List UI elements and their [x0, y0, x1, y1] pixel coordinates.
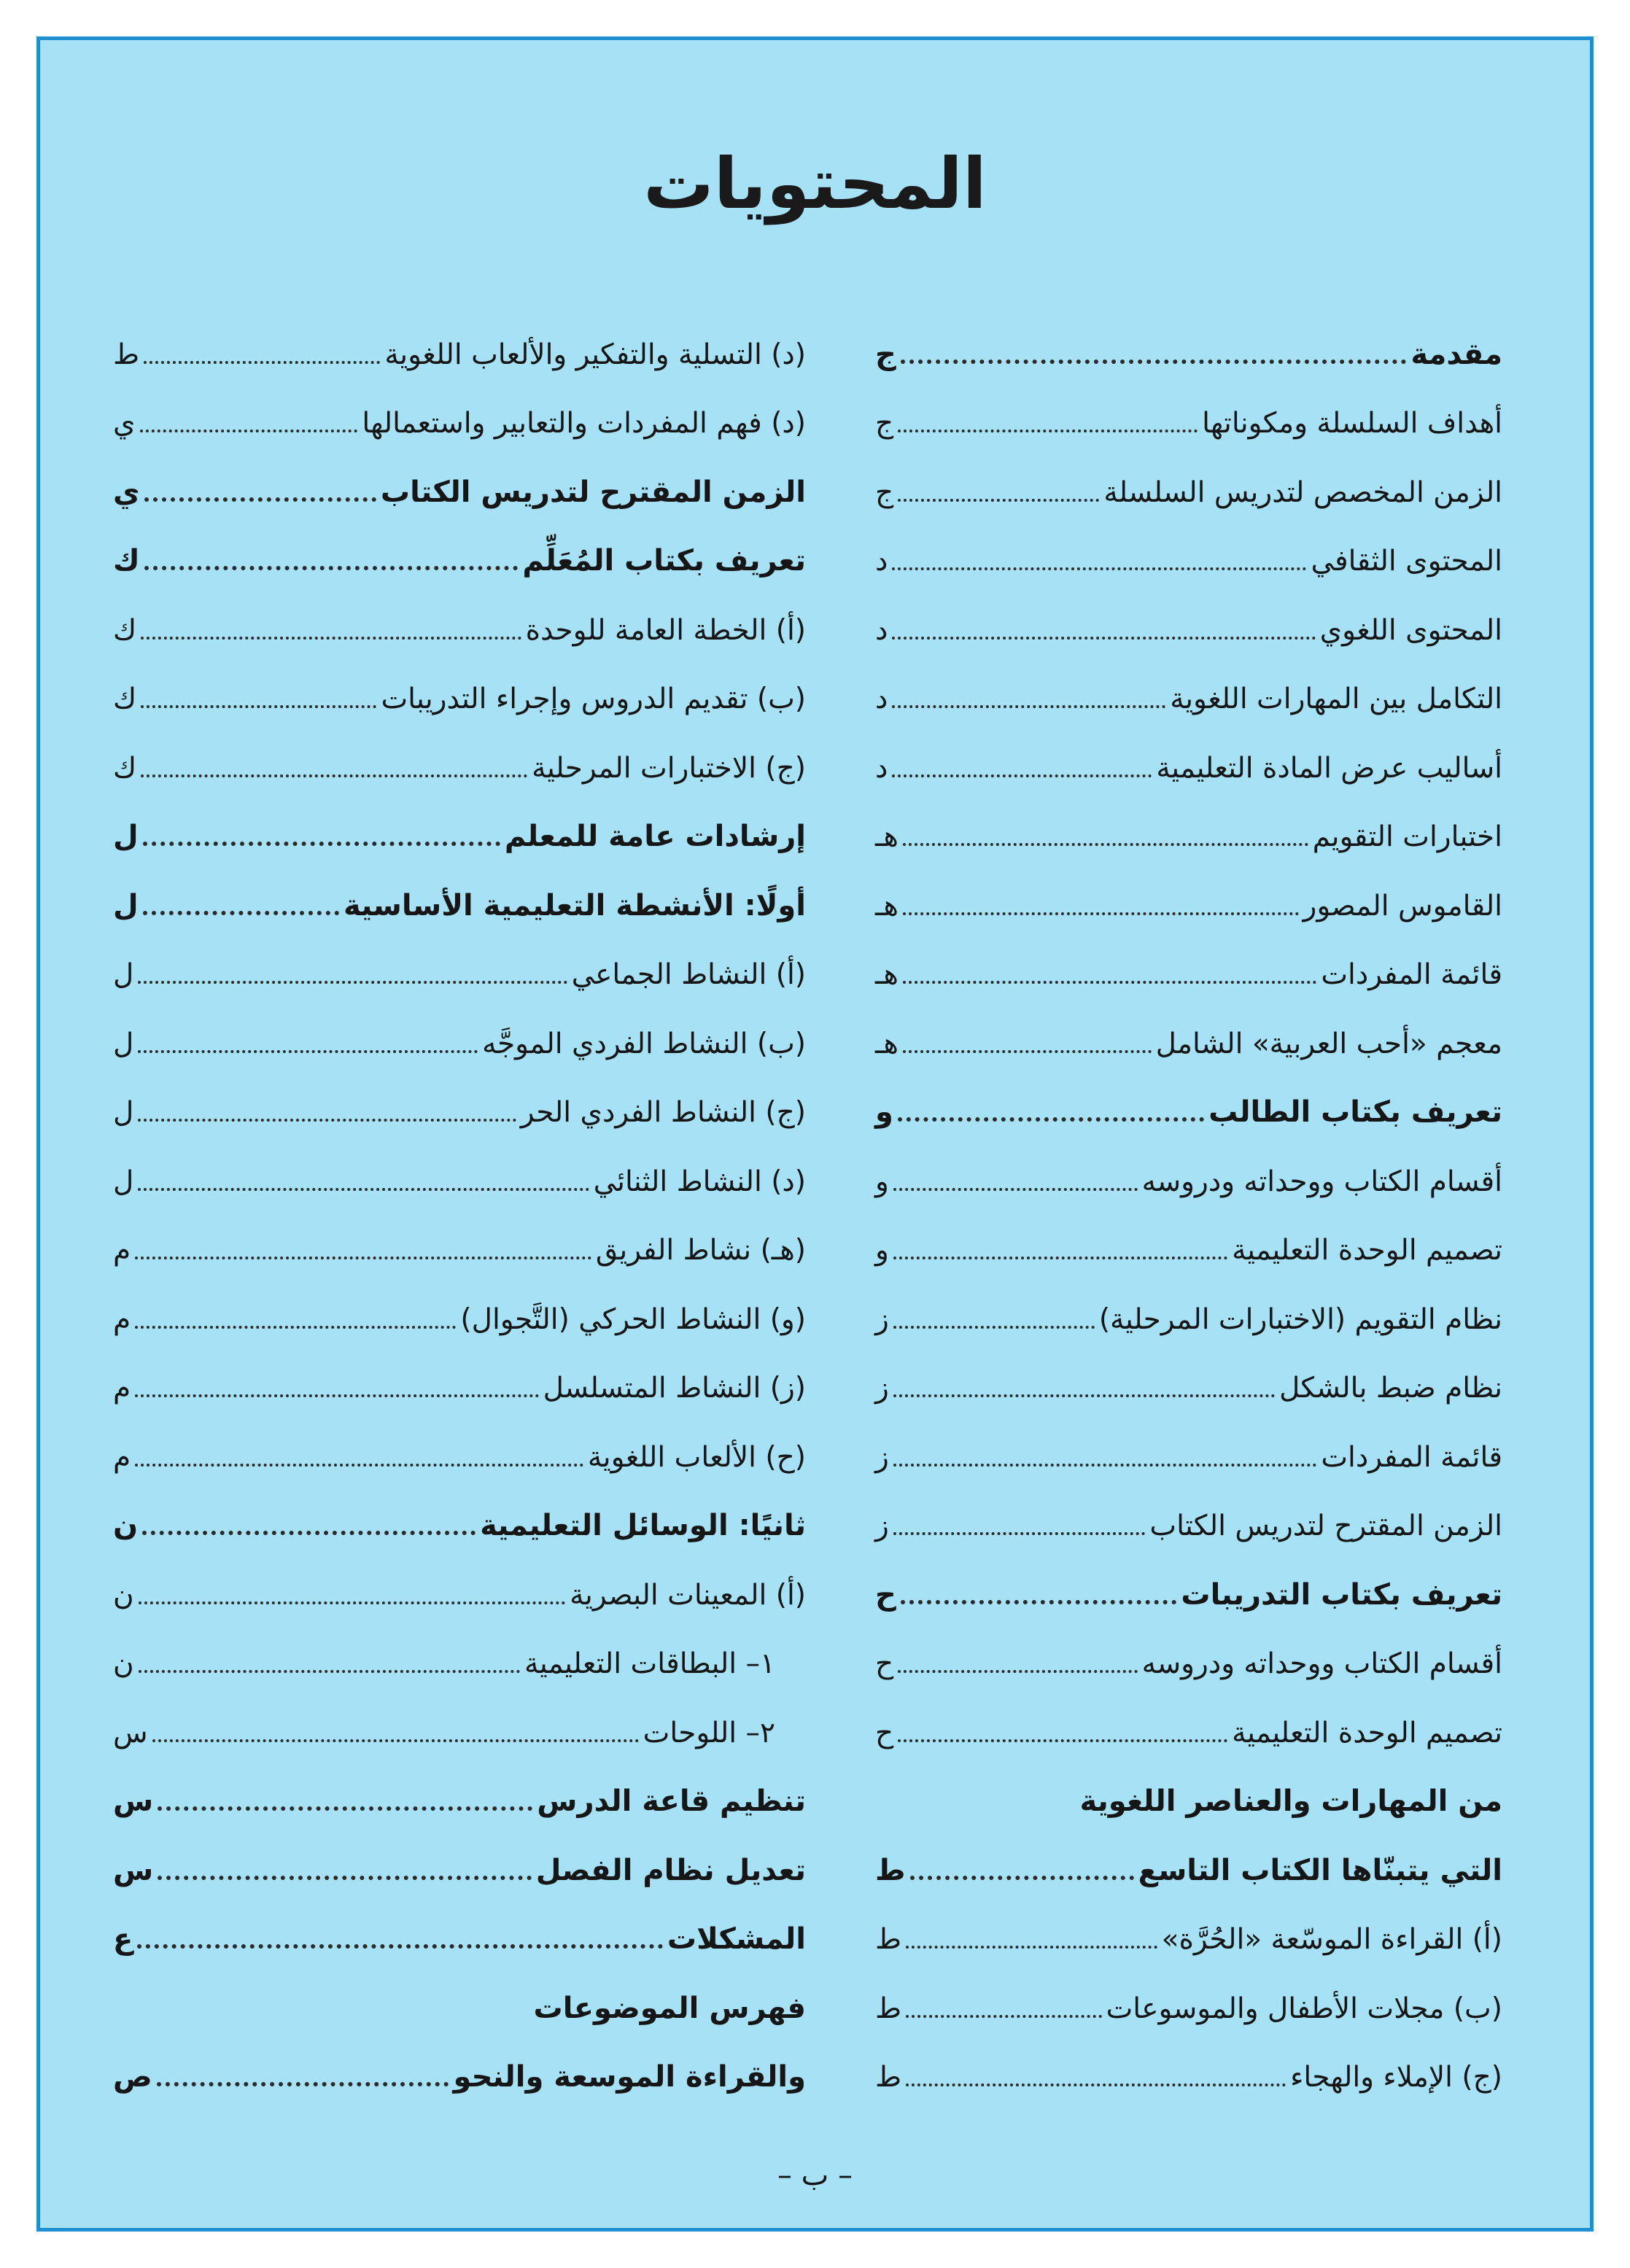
- toc-entry-label: تعديل نظام الفصل: [535, 1853, 806, 1887]
- toc-entry-label: الزمن المقترح لتدريس الكتاب: [1149, 1510, 1502, 1542]
- toc-entry: [113, 2030, 806, 2099]
- toc-entry: [113, 995, 806, 1065]
- toc-entry-page: و: [875, 1234, 889, 1267]
- toc-entry: [113, 858, 806, 927]
- dot-leader: [906, 1946, 1157, 1949]
- toc-entry-label: (د) فهم المفردات والتعابير واستعمالها: [362, 407, 806, 440]
- toc-entry: [875, 376, 1502, 445]
- toc-entry-label: أقسام الكتاب ووحداته ودروسه: [1141, 1647, 1502, 1680]
- dot-leader: [901, 360, 1406, 364]
- toc-entry: [113, 1478, 806, 1547]
- toc-entry-page: هـ: [875, 820, 899, 853]
- toc-entry-page: ط: [875, 1992, 902, 2025]
- toc-entry-label: (ج) الاختبارات المرحلية: [532, 751, 806, 785]
- toc-entry-label: (أ) المعينات البصرية: [570, 1578, 806, 1612]
- toc-entry: [875, 1616, 1502, 1685]
- toc-entry: [113, 1133, 806, 1203]
- toc-entry-page: ل: [113, 820, 139, 853]
- toc-entry: [113, 1547, 806, 1616]
- toc-entry: [875, 1547, 1502, 1616]
- dot-leader: [892, 774, 1152, 777]
- toc-entry-label: قائمة المفردات: [1321, 958, 1502, 991]
- dot-leader: [898, 430, 1198, 432]
- toc-entry-label: تعريف بكتاب التدريبات: [1181, 1577, 1502, 1612]
- toc-entry-label: (ب) النشاط الفردي الموجَّه: [482, 1027, 806, 1060]
- toc-entry-page: ل: [113, 888, 139, 923]
- dot-leader: [898, 1117, 1204, 1122]
- toc-entry-label: أهداف السلسلة ومكوناتها: [1202, 407, 1502, 440]
- toc-entry-page: ط: [113, 338, 140, 371]
- toc-entry-page: ع: [113, 1922, 133, 1956]
- toc-entry-page: س: [113, 1716, 148, 1749]
- toc-entry-label: من المهارات والعناصر اللغوية: [1079, 1785, 1502, 1818]
- toc-entry-label: المحتوى الثقافي: [1311, 545, 1502, 578]
- toc-entry-label: (د) النشاط الثنائي: [593, 1165, 806, 1198]
- dot-leader: [893, 1394, 1275, 1397]
- toc-entry: [113, 1409, 806, 1478]
- toc-entry: [875, 1409, 1502, 1478]
- toc-entry: [113, 789, 806, 858]
- toc-entry-label: (أ) الخطة العامة للوحدة: [525, 613, 806, 647]
- dot-leader: [893, 1464, 1316, 1467]
- toc-entry-page: ك: [113, 613, 137, 647]
- toc-entry-page: ك: [113, 751, 137, 785]
- toc-entry-label: التكامل بين المهارات اللغوية: [1170, 683, 1502, 715]
- toc-entry-page: د: [875, 545, 888, 578]
- toc-entry-page: ن: [113, 1578, 134, 1612]
- toc-entry-page: ل: [113, 1165, 134, 1198]
- toc-entry-page: م: [113, 1372, 131, 1405]
- toc-entry-label: معجم «أحب العربية» الشامل: [1155, 1027, 1502, 1060]
- toc-entry-label: المشكلات: [667, 1922, 806, 1956]
- toc-entry-page: ن: [113, 1509, 139, 1542]
- toc-entry-label: (أ) النشاط الجماعي: [571, 958, 806, 991]
- toc-entry-label: تصميم الوحدة التعليمية: [1232, 1234, 1502, 1267]
- dot-leader: [143, 842, 500, 846]
- dot-leader: [893, 1257, 1227, 1259]
- toc-entry: [113, 720, 806, 789]
- dot-leader: [141, 705, 376, 708]
- toc-entry-page: ن: [113, 1647, 134, 1680]
- toc-entry-label: تعريف بكتاب الطالب: [1208, 1095, 1502, 1129]
- toc-entry: [875, 1340, 1502, 1410]
- dot-leader: [898, 499, 1099, 502]
- dot-leader: [158, 1806, 532, 1811]
- toc-entry: [875, 2030, 1502, 2099]
- toc-entry-label: (ز) النشاط المتسلسل: [543, 1372, 806, 1405]
- toc-entry: [113, 1271, 806, 1340]
- toc-entry-label: إرشادات عامة للمعلم: [504, 820, 806, 853]
- toc-entry-page: ز: [875, 1302, 889, 1336]
- toc-entry: [113, 1685, 806, 1754]
- toc-entry-label: (ح) الألعاب اللغوية: [587, 1440, 806, 1474]
- toc-entry: [113, 376, 806, 445]
- toc-entry-label: والقراءة الموسعة والنحو: [453, 2060, 806, 2094]
- toc-entry: [875, 1203, 1502, 1272]
- dot-leader: [135, 1394, 538, 1397]
- toc-entry-label: (ب) تقديم الدروس وإجراء التدريبات: [381, 683, 806, 715]
- dot-leader: [893, 1188, 1138, 1191]
- toc-entry: [875, 858, 1502, 927]
- dot-leader: [139, 1601, 565, 1604]
- toc-entry-page: ي: [113, 475, 140, 509]
- toc-entry-page: ج: [875, 337, 896, 371]
- dot-leader: [143, 911, 339, 915]
- dot-leader: [903, 1050, 1152, 1053]
- toc-entry: [875, 927, 1502, 996]
- toc-entry: [113, 1203, 806, 1272]
- toc-entry-label: تعريف بكتاب المُعَلِّم: [522, 544, 806, 578]
- toc-entry: [113, 1960, 806, 2030]
- toc-entry-label: أقسام الكتاب ووحداته ودروسه: [1141, 1165, 1502, 1198]
- toc-entry-label: ١– البطاقات التعليمية: [524, 1647, 775, 1680]
- toc-entry-label: (أ) القراءة الموسّعة «الحُرَّة»: [1161, 1923, 1502, 1956]
- dot-leader: [152, 1739, 639, 1742]
- toc-entry-label: ٢– اللوحات: [643, 1716, 775, 1749]
- toc-entry: [113, 444, 806, 513]
- toc-entry-page: ل: [113, 1096, 134, 1129]
- toc-entry-page: د: [875, 683, 888, 715]
- dot-leader: [901, 1600, 1177, 1604]
- dot-leader: [140, 430, 358, 432]
- dot-leader: [138, 1188, 589, 1191]
- toc-entry-label: (هـ) نشاط الفريق: [595, 1234, 806, 1267]
- toc-entry-page: ط: [875, 1853, 906, 1887]
- toc-entry-label: مقدمة: [1410, 337, 1502, 371]
- dot-leader: [138, 981, 567, 984]
- toc-entry-page: ط: [875, 2061, 902, 2094]
- dot-leader: [139, 1670, 520, 1673]
- toc-entry-page: هـ: [875, 889, 899, 923]
- toc-entry-page: و: [875, 1095, 893, 1129]
- dot-leader: [906, 2083, 1286, 2086]
- toc-entry-label: (ج) الإملاء والهجاء: [1290, 2061, 1502, 2094]
- toc-entry-page: ج: [875, 407, 894, 440]
- dot-leader: [892, 637, 1315, 640]
- toc-entry-page: ص: [113, 2060, 152, 2094]
- toc-entry-label: الزمن المقترح لتدريس الكتاب: [380, 475, 806, 509]
- toc-entry: [875, 1822, 1502, 1892]
- toc-entry: [113, 651, 806, 721]
- toc-entry-page: ز: [875, 1440, 889, 1474]
- dot-leader: [892, 705, 1165, 708]
- toc-column-left: [113, 306, 806, 2098]
- dot-leader: [903, 843, 1308, 846]
- toc-entry-page: م: [113, 1234, 131, 1267]
- dot-leader: [144, 566, 519, 570]
- toc-entry-label: ثانيًا: الوسائل التعليمية: [480, 1509, 806, 1542]
- dot-leader: [157, 2082, 449, 2086]
- toc-entry-label: فهرس الموضوعات: [533, 1991, 806, 2025]
- contents-page: [36, 36, 1594, 2232]
- dot-leader: [135, 1257, 591, 1259]
- toc-entry-page: ط: [875, 1923, 902, 1956]
- dot-leader: [903, 912, 1299, 915]
- toc-entry-page: ي: [113, 407, 136, 440]
- toc-entry: [113, 1065, 806, 1134]
- dot-leader: [898, 1739, 1227, 1742]
- toc-entry-page: هـ: [875, 1027, 899, 1060]
- toc-entry-page: د: [875, 613, 888, 647]
- toc-entry: [875, 789, 1502, 858]
- toc-entry: [875, 1685, 1502, 1754]
- toc-entry-page: ح: [875, 1647, 894, 1680]
- toc-entry: [113, 1340, 806, 1410]
- toc-entry: [113, 306, 806, 376]
- toc-entry-label: اختبارات التقويم: [1312, 820, 1502, 853]
- toc-entry-label: قائمة المفردات: [1321, 1440, 1502, 1474]
- toc-entry: [875, 1892, 1502, 1961]
- toc-entry-page: ح: [875, 1716, 894, 1749]
- toc-entry-label: (د) التسلية والتفكير والألعاب اللغوية: [384, 338, 806, 371]
- toc-entry: [875, 1271, 1502, 1340]
- toc-entry: [875, 1960, 1502, 2030]
- toc-entry: [113, 1822, 806, 1892]
- page-title: المحتويات: [643, 143, 987, 225]
- toc-entry: [113, 1616, 806, 1685]
- dot-leader: [138, 1050, 478, 1053]
- dot-leader: [903, 981, 1316, 984]
- toc-entry: [113, 927, 806, 996]
- toc-entry-label: (ب) مجلات الأطفال والموسوعات: [1106, 1992, 1502, 2025]
- toc-entry: [875, 513, 1502, 583]
- toc-entry-page: هـ: [875, 958, 899, 991]
- toc-entry: [113, 1892, 806, 1961]
- toc-entry-page: ز: [875, 1372, 889, 1405]
- dot-leader: [893, 1326, 1095, 1329]
- toc-entry-page: ك: [113, 544, 140, 578]
- toc-entry-label: المحتوى اللغوي: [1319, 613, 1502, 647]
- toc-entry-label: الزمن المخصص لتدريس السلسلة: [1103, 475, 1502, 509]
- toc-entry-label: أساليب عرض المادة التعليمية: [1156, 751, 1502, 785]
- toc-entry-label: تصميم الوحدة التعليمية: [1232, 1716, 1502, 1749]
- toc-entry-label: نظام ضبط بالشكل: [1278, 1372, 1502, 1405]
- toc-entry-label: أولًا: الأنشطة التعليمية الأساسية: [343, 888, 806, 923]
- toc-entry-label: القاموس المصور: [1303, 889, 1502, 923]
- toc-entry: [875, 444, 1502, 513]
- toc-entry-label: (ج) النشاط الفردي الحر: [520, 1096, 806, 1129]
- dot-leader: [892, 567, 1306, 570]
- toc-entry: [875, 582, 1502, 651]
- toc-entry-page: ك: [113, 683, 137, 715]
- dot-leader: [144, 497, 376, 502]
- dot-leader: [141, 637, 521, 640]
- toc-entry-label: نظام التقويم (الاختبارات المرحلية): [1098, 1302, 1502, 1336]
- toc-entry-page: س: [113, 1853, 154, 1887]
- dot-leader: [142, 1531, 476, 1535]
- toc-entry: [875, 1133, 1502, 1203]
- toc-entry-label: التي يتبنّاها الكتاب التاسع: [1138, 1853, 1502, 1887]
- page-number: – ب –: [777, 2159, 853, 2192]
- toc-entry: [875, 1065, 1502, 1134]
- dot-leader: [906, 2015, 1102, 2018]
- toc-entry-page: د: [875, 751, 888, 785]
- toc-entry: [113, 582, 806, 651]
- toc-entry-page: م: [113, 1302, 131, 1336]
- toc-entry: [875, 1754, 1502, 1823]
- dot-leader: [137, 1944, 663, 1949]
- toc-entry-label: تنظيم قاعة الدرس: [537, 1785, 806, 1818]
- dot-leader: [144, 361, 380, 364]
- dot-leader: [138, 1119, 516, 1122]
- toc-entry: [875, 1478, 1502, 1547]
- toc-entry: [875, 306, 1502, 376]
- dot-leader: [158, 1876, 532, 1880]
- toc-column-right: [875, 306, 1502, 2098]
- dot-leader: [893, 1532, 1146, 1535]
- toc-entry-page: ج: [875, 475, 894, 509]
- toc-entry-page: س: [113, 1785, 154, 1818]
- toc-entry: [113, 513, 806, 583]
- toc-entry-page: و: [875, 1165, 889, 1198]
- toc-entry-page: م: [113, 1440, 131, 1474]
- toc-entry: [875, 720, 1502, 789]
- dot-leader: [135, 1326, 456, 1329]
- dot-leader: [141, 774, 527, 777]
- dot-leader: [135, 1464, 583, 1467]
- toc-entry-label: (و) النشاط الحركي (التَّجوال): [460, 1302, 806, 1336]
- toc-entry-page: ح: [875, 1577, 896, 1612]
- toc-entry-page: ل: [113, 958, 134, 991]
- toc-entry-page: ل: [113, 1027, 134, 1060]
- dot-leader: [898, 1670, 1137, 1673]
- toc-entry: [875, 995, 1502, 1065]
- toc-entry-page: ز: [875, 1510, 889, 1542]
- toc-entry: [113, 1754, 806, 1823]
- dot-leader: [910, 1876, 1134, 1880]
- toc-entry: [875, 651, 1502, 721]
